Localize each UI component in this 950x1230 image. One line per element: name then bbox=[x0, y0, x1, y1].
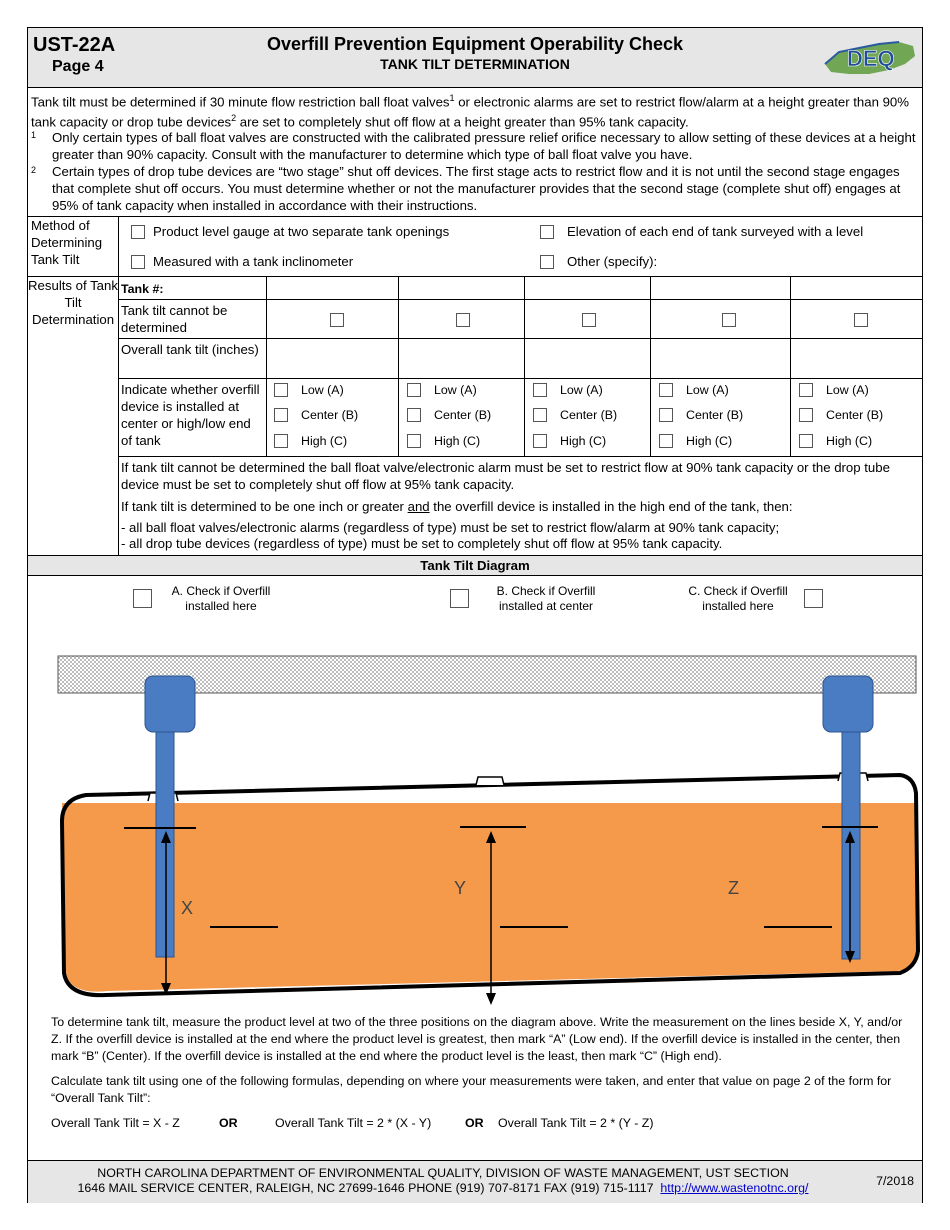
fill-opening bbox=[476, 777, 504, 785]
position-low-checkbox-2[interactable] bbox=[407, 383, 421, 397]
position-low-checkbox-4[interactable] bbox=[659, 383, 673, 397]
position-high-label: High (C) bbox=[686, 434, 733, 448]
note-one-inch-a: If tank tilt is determined to be one inch or greater bbox=[121, 499, 408, 514]
intro-text-c: are set to completely shut off flow at a height greater than 95% tank capacity. bbox=[236, 114, 689, 130]
intro-text-b: or electronic alarms are set to restrict flow/alarm at a height greater than 90% tank capacity or drop tube devices bbox=[31, 94, 909, 130]
intro-text-a: Tank tilt must be determined if 30 minute flow restriction ball float valves bbox=[31, 94, 450, 110]
cannot-determine-label: Tank tilt cannot be determined bbox=[121, 303, 228, 335]
method-survey-label: Elevation of each end of tank surveyed with a level bbox=[567, 224, 864, 239]
tank-number-label: Tank #: bbox=[121, 282, 164, 296]
or-separator: OR bbox=[219, 1116, 238, 1130]
position-center-label: Center (B) bbox=[560, 408, 618, 422]
position-low-checkbox-1[interactable] bbox=[274, 383, 288, 397]
position-high-checkbox-2[interactable] bbox=[407, 434, 421, 448]
divider bbox=[266, 276, 267, 456]
check-b-line2: installed at center bbox=[498, 599, 594, 613]
divider bbox=[28, 216, 922, 217]
position-center-checkbox-4[interactable] bbox=[659, 408, 673, 422]
formula-x-y: Overall Tank Tilt = 2 * (X - Y) bbox=[275, 1116, 432, 1130]
divider bbox=[118, 378, 922, 379]
method-survey-checkbox[interactable] bbox=[540, 225, 554, 239]
position-low-label: Low (A) bbox=[301, 383, 344, 397]
logo-text: DEQ bbox=[847, 46, 895, 71]
tank-diagram bbox=[48, 643, 923, 1023]
divider bbox=[118, 338, 922, 339]
page-subtitle: TANK TILT DETERMINATION bbox=[380, 56, 570, 72]
check-a-line2: installed here bbox=[185, 599, 257, 613]
indicate-position-label: Indicate whether overfill device is installed at center or high/low end of tank bbox=[121, 382, 260, 448]
divider bbox=[398, 276, 399, 456]
formula-y-z: Overall Tank Tilt = 2 * (Y - Z) bbox=[498, 1116, 654, 1130]
instructions-paragraph: To determine tank tilt, measure the product level at two of the three positions on the diagram above. Write the measurement on the lines beside X, Y, and/or Z. If the overfill device is installed at the end where the product level is greatest, then mark “A” (Low end). If the overfill device is installed in the center, then mark “B” (Center). If the overfill device is installed at the end where the product level is the least, then mark “C” (High end). bbox=[51, 1015, 903, 1063]
check-b-line1: B. Check if Overfill bbox=[496, 584, 596, 598]
note-cannot-determine: If tank tilt cannot be determined the ball float valve/electronic alarm must be set to restrict flow at 90% tank capacity or the drop tube device must be set to completely shut off flow at 95% tank capacity. bbox=[121, 460, 890, 492]
or-separator: OR bbox=[465, 1116, 484, 1130]
note-ball-float: - all ball float valves/electronic alarms (regardless of type) must be set to restrict flow/alarm at 90% tank capacity; bbox=[121, 520, 780, 535]
calculation-paragraph: Calculate tank tilt using one of the following formulas, depending on where your measurements were taken, and enter that value on page 2 of the form for “Overall Tank Tilt”: bbox=[51, 1074, 892, 1105]
position-center-label: Center (B) bbox=[826, 408, 884, 422]
footnote-1-number: 1 bbox=[31, 130, 37, 140]
position-center-checkbox-3[interactable] bbox=[533, 408, 547, 422]
intro-sup-a: 1 bbox=[449, 93, 455, 103]
intro-sup-b: 2 bbox=[231, 113, 237, 124]
position-low-checkbox-5[interactable] bbox=[799, 383, 813, 397]
diagram-title: Tank Tilt Diagram bbox=[28, 556, 922, 576]
form-page bbox=[27, 27, 923, 1203]
method-other-label: Other (specify): bbox=[567, 254, 658, 269]
label-y: Y bbox=[454, 878, 467, 898]
footer-website-link[interactable]: http://www.wastenotnc.org/ bbox=[660, 1181, 809, 1195]
check-c-line2: installed here bbox=[702, 599, 774, 613]
page-number: Page 4 bbox=[52, 58, 104, 75]
footnote-2-number: 2 bbox=[31, 165, 37, 175]
position-high-label: High (C) bbox=[301, 434, 348, 448]
note-drop-tube: - all drop tube devices (regardless of type) must be set to completely shut off flow at 95% tank capacity. bbox=[121, 536, 723, 551]
footnote-2: Certain types of drop tube devices are “two stage” shut off devices. The first stage acts to restrict flow and it is not until the second stage engages that complete shut off occurs. You must determine whether or not the manufacturer provides that the second stage (complete shut off) engages at 95% of tank capacity when installed in accordance with their instructions. bbox=[52, 164, 901, 213]
note-one-inch-b: the overfill device is installed in the high end of the tank, then: bbox=[429, 499, 793, 514]
check-c-line1: C. Check if Overfill bbox=[688, 584, 788, 598]
method-other-checkbox[interactable] bbox=[540, 255, 554, 269]
footer-contact bbox=[28, 1181, 858, 1195]
manway-right bbox=[823, 676, 873, 732]
divider bbox=[118, 216, 119, 556]
form-header bbox=[28, 28, 922, 88]
footnote-1: Only certain types of ball float valves are constructed with the calibrated pressure relief orifice necessary to allow setting of these devices at a height greater than 90% capacity. Consult with the manufacturer to determine which type of ball float valve you have. bbox=[52, 130, 916, 162]
position-high-label: High (C) bbox=[560, 434, 607, 448]
note-one-inch bbox=[121, 498, 919, 515]
position-high-label: High (C) bbox=[826, 434, 873, 448]
position-low-label: Low (A) bbox=[560, 383, 603, 397]
position-low-label: Low (A) bbox=[686, 383, 729, 397]
position-center-checkbox-5[interactable] bbox=[799, 408, 813, 422]
divider bbox=[118, 299, 922, 300]
manway-left bbox=[145, 676, 195, 732]
check-b-checkbox[interactable] bbox=[450, 589, 469, 608]
note-one-inch-and: and bbox=[407, 499, 430, 514]
divider bbox=[28, 276, 922, 277]
page-title: Overfill Prevention Equipment Operability Check bbox=[266, 34, 684, 54]
method-gauge-checkbox[interactable] bbox=[131, 225, 145, 239]
check-c-checkbox[interactable] bbox=[804, 589, 823, 608]
label-z: Z bbox=[728, 878, 739, 898]
arrowhead bbox=[486, 993, 496, 1005]
position-low-label: Low (A) bbox=[826, 383, 869, 397]
footer-address: 1646 MAIL SERVICE CENTER, RALEIGH, NC 27699-1646 PHONE (919) 707-8171 FAX (919) 715-1117 bbox=[77, 1181, 654, 1195]
divider bbox=[524, 276, 525, 456]
check-a-checkbox[interactable] bbox=[133, 589, 152, 608]
position-high-checkbox-1[interactable] bbox=[274, 434, 288, 448]
label-x: X bbox=[181, 898, 194, 918]
position-center-label: Center (B) bbox=[434, 408, 492, 422]
position-center-checkbox-2[interactable] bbox=[407, 408, 421, 422]
position-center-checkbox-1[interactable] bbox=[274, 408, 288, 422]
cannot-determine-checkbox-2[interactable] bbox=[456, 313, 470, 327]
cannot-determine-checkbox-5[interactable] bbox=[854, 313, 868, 327]
position-low-checkbox-3[interactable] bbox=[533, 383, 547, 397]
footer-agency: NORTH CAROLINA DEPARTMENT OF ENVIRONMENTAL QUALITY, DIVISION OF WASTE MANAGEMENT, UST SECTION bbox=[97, 1166, 789, 1180]
method-gauge-label: Product level gauge at two separate tank openings bbox=[153, 224, 450, 239]
position-center-label: Center (B) bbox=[301, 408, 359, 422]
cannot-determine-checkbox-3[interactable] bbox=[582, 313, 596, 327]
results-label: Results of Tank Tilt Determination bbox=[28, 278, 118, 327]
form-id: UST-22A bbox=[33, 34, 116, 56]
footer bbox=[28, 1160, 922, 1203]
deq-logo bbox=[819, 34, 919, 78]
cannot-determine-checkbox-4[interactable] bbox=[722, 313, 736, 327]
overall-tilt-label: Overall tank tilt (inches) bbox=[121, 342, 259, 357]
position-high-checkbox-5[interactable] bbox=[799, 434, 813, 448]
method-inclinometer-checkbox[interactable] bbox=[131, 255, 145, 269]
method-inclinometer-label: Measured with a tank inclinometer bbox=[153, 254, 354, 269]
intro-paragraph bbox=[31, 90, 919, 131]
position-high-label: High (C) bbox=[434, 434, 481, 448]
divider bbox=[650, 276, 651, 456]
check-a-line1: A. Check if Overfill bbox=[171, 584, 271, 598]
position-high-checkbox-4[interactable] bbox=[659, 434, 673, 448]
position-low-label: Low (A) bbox=[434, 383, 477, 397]
form-date: 7/2018 bbox=[876, 1174, 914, 1188]
method-label: Method of Determining Tank Tilt bbox=[31, 218, 103, 267]
divider bbox=[790, 276, 791, 456]
formula-x-z: Overall Tank Tilt = X - Z bbox=[51, 1116, 180, 1130]
position-center-label: Center (B) bbox=[686, 408, 744, 422]
position-high-checkbox-3[interactable] bbox=[533, 434, 547, 448]
divider bbox=[118, 456, 922, 457]
cannot-determine-checkbox-1[interactable] bbox=[330, 313, 344, 327]
